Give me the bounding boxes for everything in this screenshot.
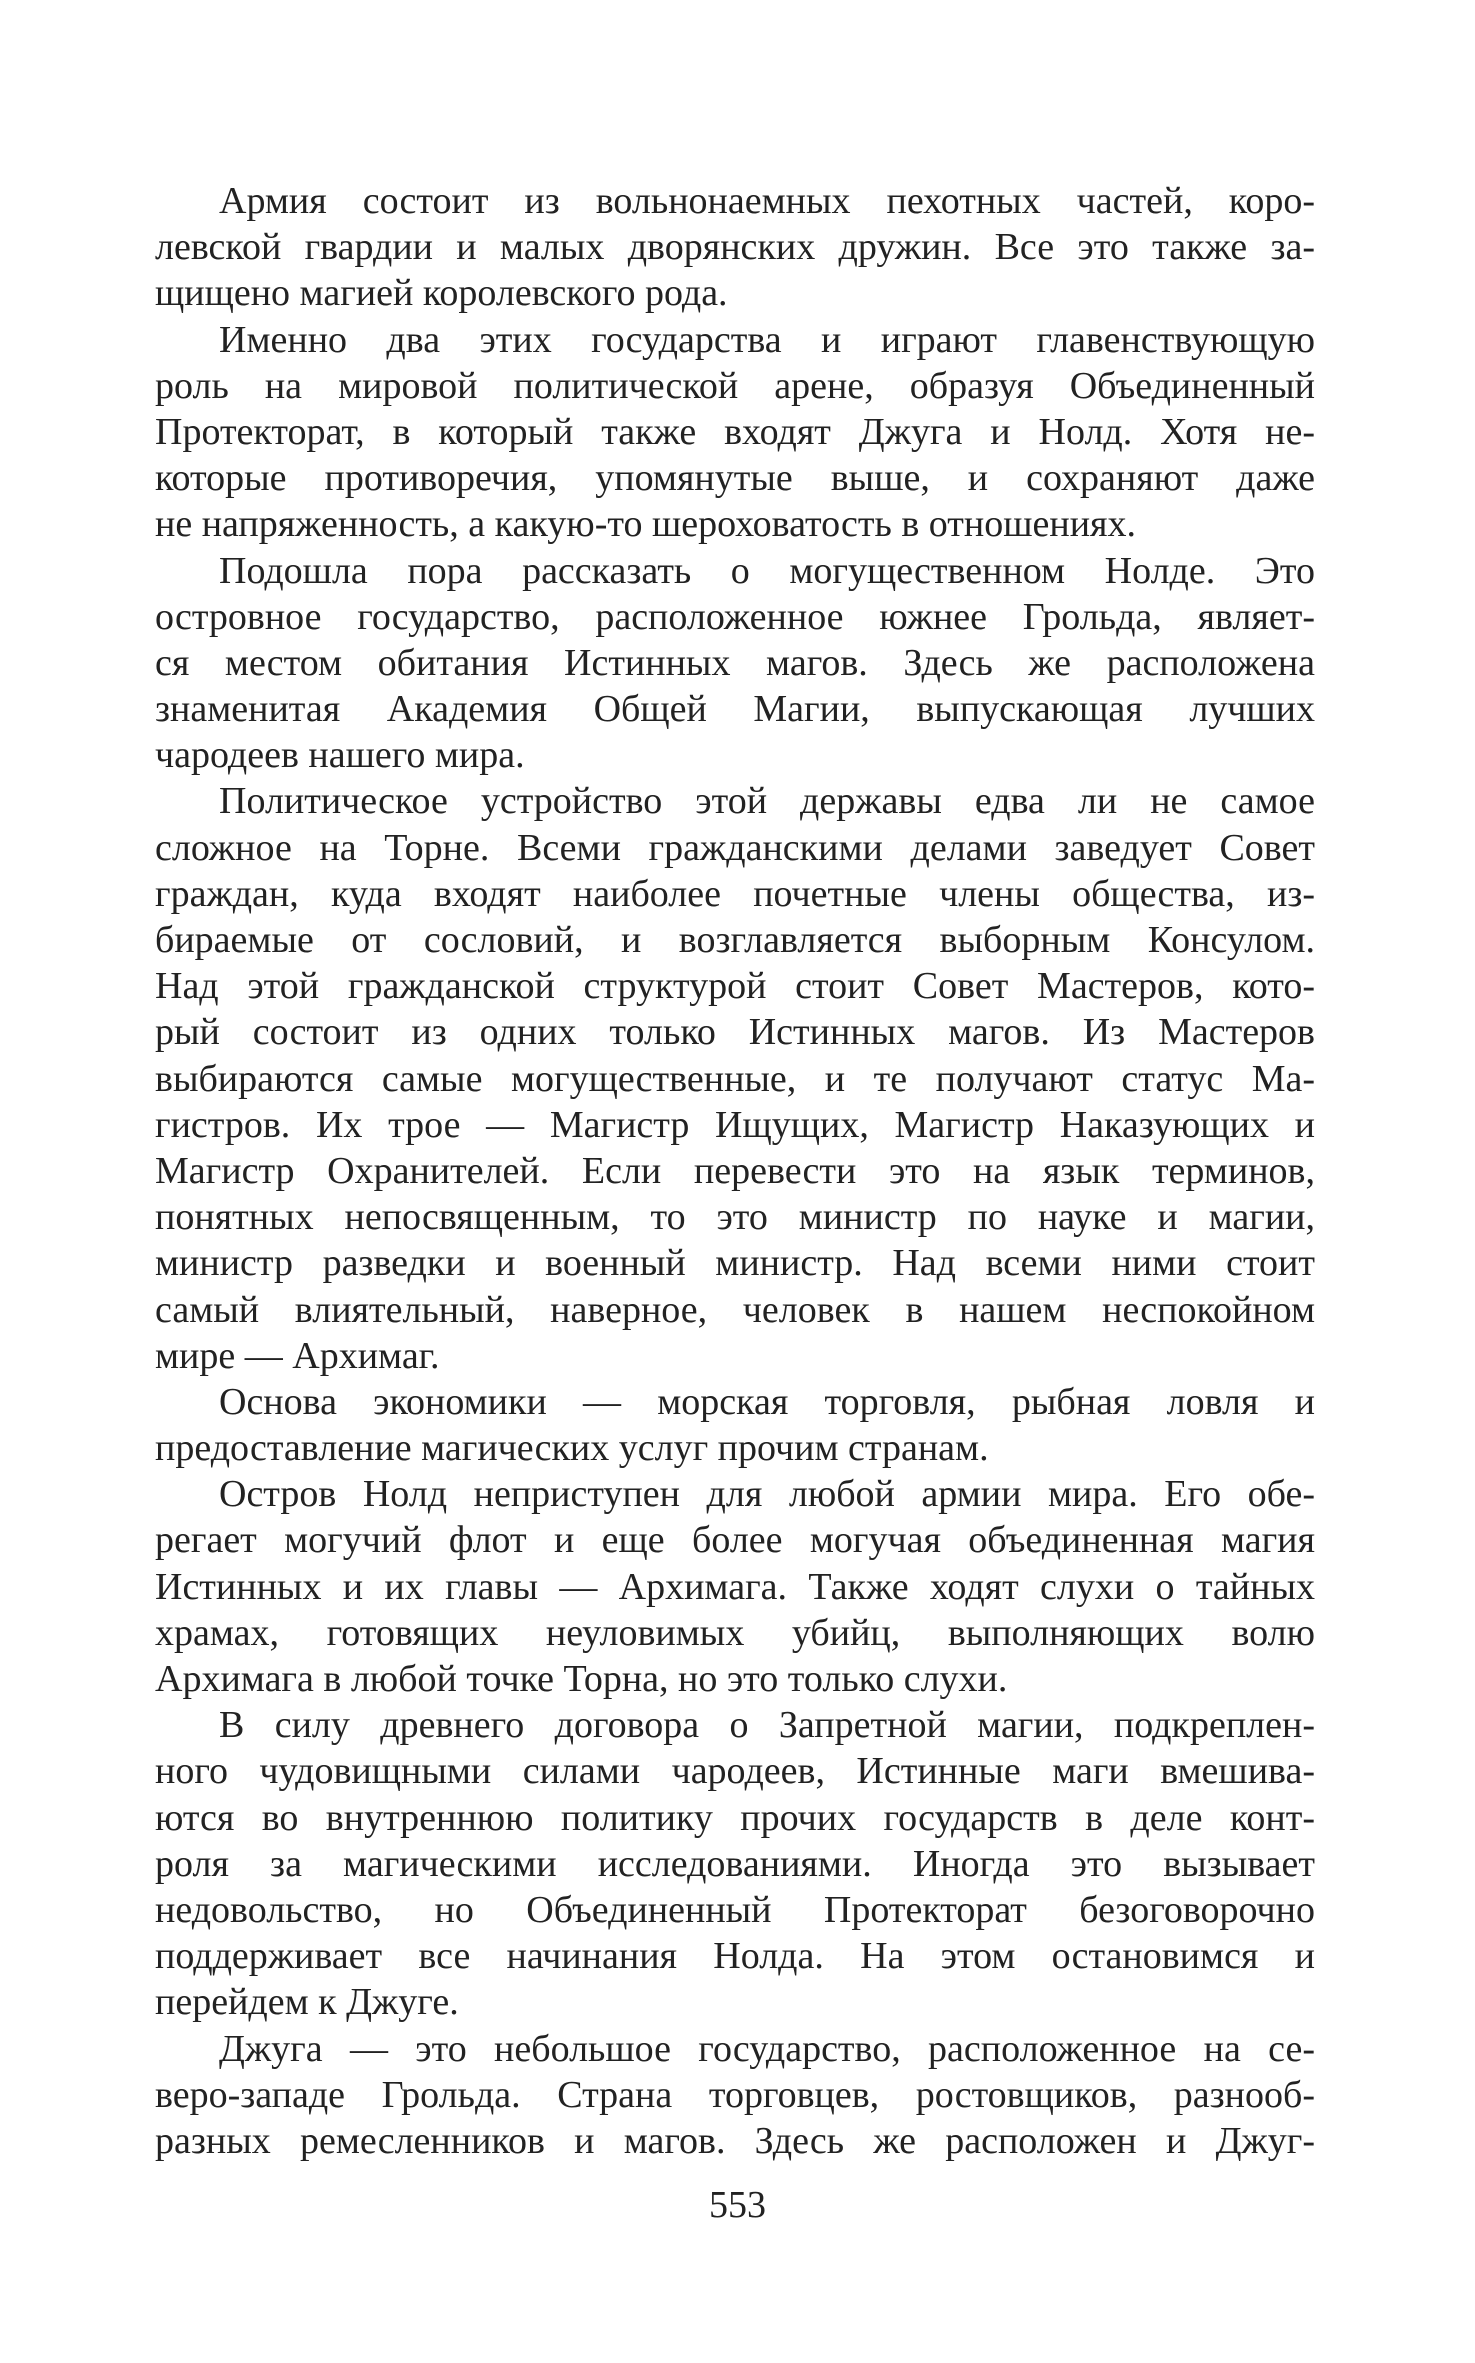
text-line: Джуга — это небольшое государство, расположенное на се-: [219, 2027, 1315, 2070]
text-line: ного чудовищными силами чародеев, Истинные маги вмешива-: [155, 1750, 1315, 1793]
paragraph: [155, 778, 1315, 1378]
text-line: Магистр Охранителей. Если перевести это на язык терминов,: [155, 1149, 1315, 1192]
text-line: самый влиятельный, наверное, человек в нашем неспокойном: [155, 1288, 1315, 1331]
paragraph: [155, 1702, 1315, 2025]
paragraph: [155, 317, 1315, 548]
text-line: министр разведки и военный министр. Над всеми ними стоит: [155, 1242, 1315, 1285]
text-line: разных ремесленников и магов. Здесь же расположен и Джуг-: [155, 2119, 1315, 2162]
text-line: Над этой гражданской структурой стоит Совет Мастеров, кото-: [155, 965, 1315, 1008]
page-number: 553: [709, 2184, 766, 2226]
text-line: храмах, готовящих неуловимых убийц, выполняющих волю: [155, 1611, 1315, 1654]
text-line: знаменитая Академия Общей Магии, выпускающая лучших: [155, 688, 1315, 731]
text-line: регает могучий флот и еще более могучая объединенная магия: [155, 1519, 1315, 1562]
paragraph: [155, 548, 1315, 779]
text-line: не напряженность, а какую-то шероховатость в отношениях.: [155, 503, 1137, 546]
text-line: Архимага в любой точке Торна, но это только слухи.: [155, 1658, 1008, 1700]
text-line: левской гвардии и малых дворянских дружин. Все это также за-: [155, 226, 1315, 269]
paragraph: [155, 1471, 1315, 1702]
text-line: мире — Архимаг.: [155, 1334, 440, 1377]
text-line: Истинных и их главы — Архимага. Также ходят слухи о тайных: [155, 1565, 1315, 1608]
text-line: Именно два этих государства и играют главенствующую: [219, 318, 1315, 361]
text-line: граждан, куда входят наиболее почетные члены общества, из-: [155, 872, 1315, 915]
body-text: [155, 178, 1315, 2164]
text-line: которые противоречия, упомянутые выше, и сохраняют даже: [155, 457, 1315, 500]
text-line: островное государство, расположенное южнее Грольда, являет-: [155, 595, 1315, 638]
text-line: Основа экономики — морская торговля, рыбная ловля и: [219, 1380, 1315, 1423]
text-line: недовольство, но Объединенный Протекторат безоговорочно: [155, 1888, 1315, 1931]
text-line: Подошла пора рассказать о могущественном Нолде. Это: [219, 549, 1315, 592]
text-line: рый состоит из одних только Истинных магов. Из Мастеров: [155, 1011, 1315, 1054]
text-line: веро-западе Грольда. Страна торговцев, ростовщиков, разнооб-: [155, 2073, 1315, 2116]
text-line: понятных непосвященным, то это министр по науке и магии,: [155, 1196, 1315, 1239]
text-line: предоставление магических услуг прочим странам.: [155, 1427, 989, 1470]
text-line: бираемые от сословий, и возглавляется выборным Консулом.: [155, 919, 1315, 961]
text-line: роль на мировой политической арене, образуя Объединенный: [155, 364, 1315, 407]
text-line: Остров Нолд неприступен для любой армии мира. Его обе-: [219, 1473, 1315, 1516]
text-line: поддерживает все начинания Нолда. На этом остановимся и: [155, 1935, 1315, 1978]
paragraph: [155, 178, 1315, 317]
text-line: Протекторат, в который также входят Джуга и Нолд. Хотя не-: [155, 410, 1315, 453]
text-line: В силу древнего договора о Запретной магии, подкреплен-: [219, 1704, 1315, 1747]
paragraph: [155, 2026, 1315, 2165]
text-line: щищено магией королевского рода.: [155, 272, 728, 315]
text-line: чародеев нашего мира.: [155, 734, 525, 777]
text-line: Армия состоит из вольнонаемных пехотных частей, коро-: [219, 180, 1315, 222]
text-line: ются во внутреннюю политику прочих государств в деле конт-: [155, 1796, 1315, 1839]
text-line: ся местом обитания Истинных магов. Здесь же расположена: [155, 641, 1315, 684]
text-line: роля за магическими исследованиями. Иногда это вызывает: [155, 1842, 1315, 1885]
text-line: гистров. Их трое — Магистр Ищущих, Магистр Наказующих и: [155, 1103, 1315, 1146]
text-line: выбираются самые могущественные, и те получают статус Ма-: [155, 1057, 1315, 1100]
text-line: Политическое устройство этой державы едва ли не самое: [219, 780, 1315, 823]
text-line: перейдем к Джуге.: [155, 1981, 459, 2024]
text-line: сложное на Торне. Всеми гражданскими делами заведует Совет: [155, 826, 1315, 869]
paragraph: [155, 1379, 1315, 1471]
